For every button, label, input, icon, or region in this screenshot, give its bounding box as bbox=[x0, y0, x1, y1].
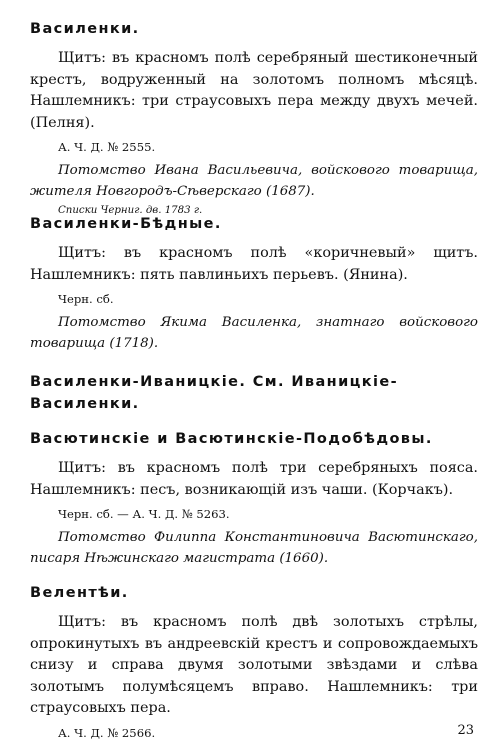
entry-vasyutinskie bbox=[30, 428, 478, 569]
entry-vasilenki-bednye bbox=[30, 213, 478, 354]
entry-shield-text: Щитъ: въ красномъ полѣ «коричневый» щитъ. Нашлемникъ: пять павлиньихъ перьевъ. (Янина). bbox=[30, 245, 478, 283]
entry-velentei bbox=[30, 582, 478, 742]
entry-title: Василенки. bbox=[30, 21, 140, 37]
entry-title: Василенки-Иваницкіе. См. Иваницкіе-Василенки. bbox=[30, 374, 399, 412]
entry-description: Потомство Ивана Васильевича, войскового товарища, жителя Новгородъ-Сѣверскаго (1687). bbox=[30, 163, 478, 199]
entry-description: Потомство Якима Василенка, знатнаго войскового товарища (1718). bbox=[30, 315, 478, 351]
entry-vasilenki-ivanitskie bbox=[30, 371, 478, 415]
entry-title: Велентѣи. bbox=[30, 585, 129, 601]
entry-shield-text: Щитъ: въ красномъ полѣ двѣ золотыхъ стрѣлы, опрокинутыхъ въ андреевскій крестъ и сопровождаемыхъ снизу и справа двумя золотыми звѣздами и слѣва золотымъ полумѣсяцемъ вправо. Нашлемникъ: три страусовыхъ пера. bbox=[30, 614, 478, 716]
entry-shield-text: Щитъ: въ красномъ полѣ серебряный шестиконечный крестъ, водруженный на золотомъ полномъ мѣсяцѣ. Нашлемникъ: три страусовыхъ пера между двухъ мечей. (Пелня). bbox=[30, 50, 478, 131]
page-number: 23 bbox=[457, 723, 474, 738]
entry-description: Потомство Филиппа Константиновича Васютинскаго, писаря Нѣжинскаго магистрата (1660). bbox=[30, 530, 478, 566]
entry-vasilenki bbox=[30, 18, 478, 219]
entry-title: Василенки-Бѣдные. bbox=[30, 216, 222, 232]
entry-reference: А. Ч. Д. № 2555. bbox=[58, 140, 156, 154]
entry-reference: Черн. сб. — А. Ч. Д. № 5263. bbox=[58, 507, 230, 521]
entry-reference: А. Ч. Д. № 2566. bbox=[58, 725, 156, 740]
entry-reference: Черн. сб. bbox=[58, 292, 114, 306]
entry-shield-text: Щитъ: въ красномъ полѣ три серебряныхъ пояса. Нашлемникъ: песъ, возникающій изъ чаши. (Корчакъ). bbox=[30, 460, 478, 498]
entry-title: Васютинскіе и Васютинскіе-Подобѣдовы. bbox=[30, 431, 433, 447]
entry-source: Списки Черниг. дв. 1783 г. bbox=[58, 205, 203, 216]
